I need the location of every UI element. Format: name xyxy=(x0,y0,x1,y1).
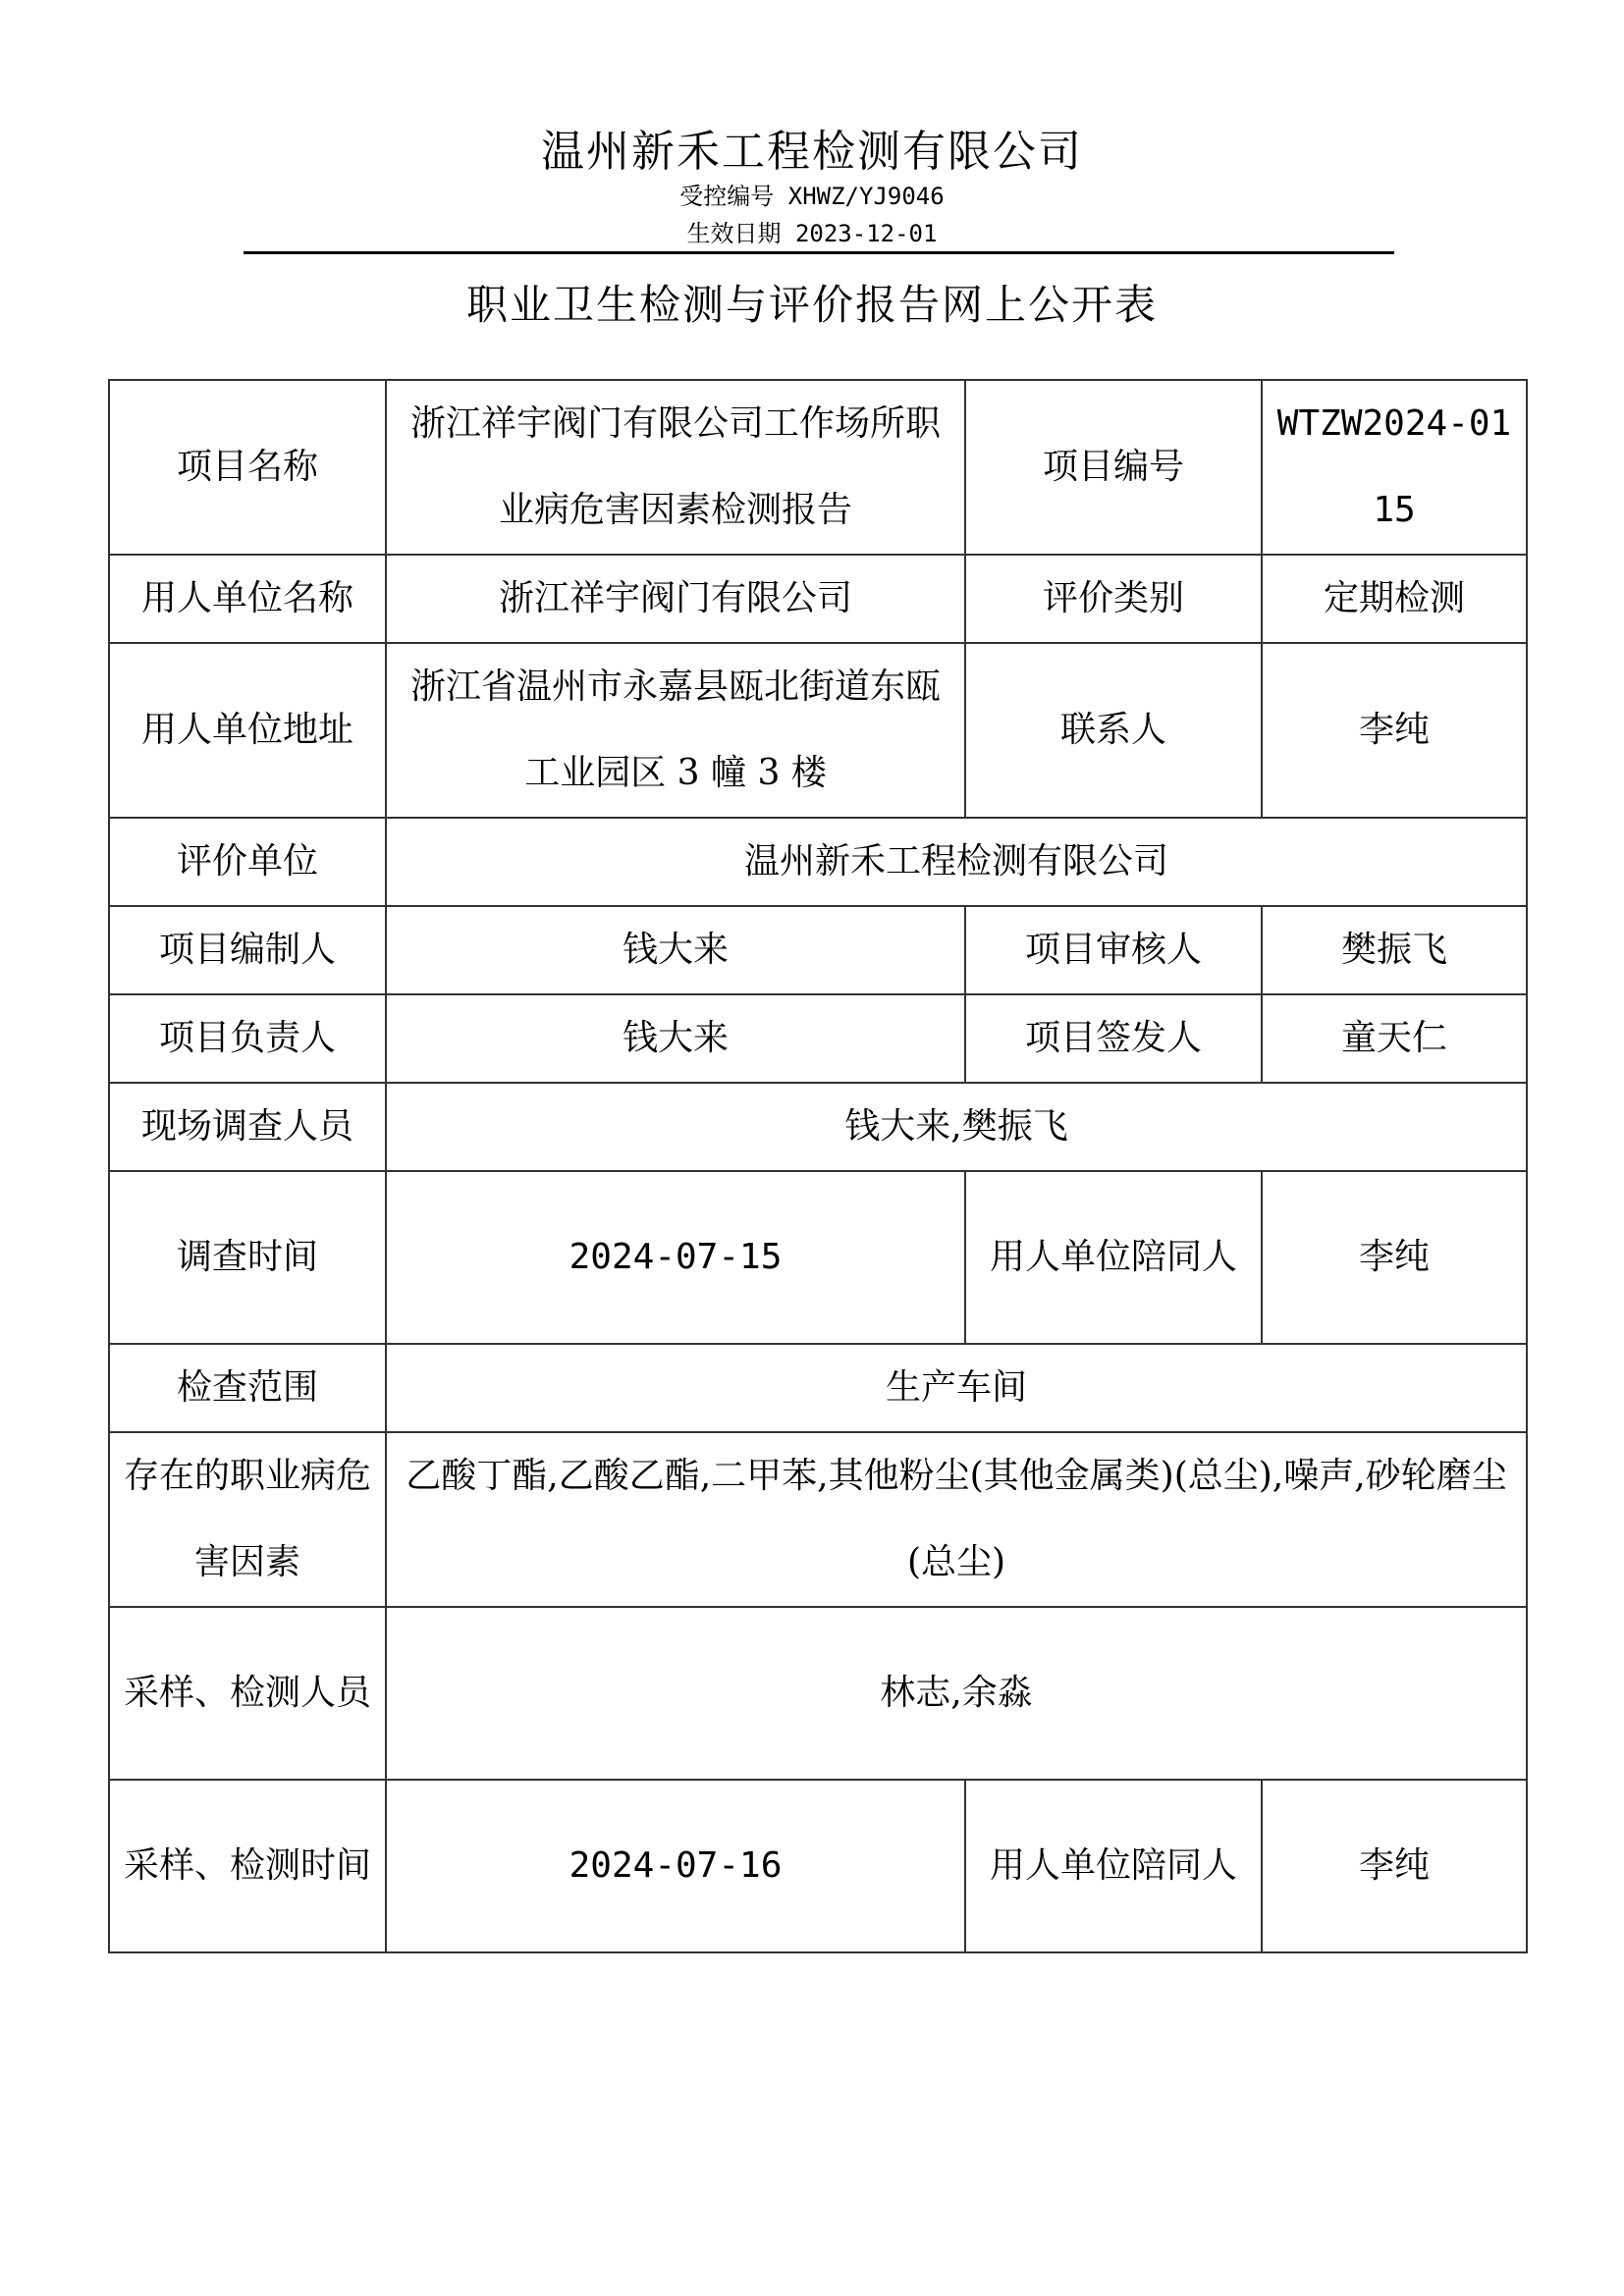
samplers-label: 采样、检测人员 xyxy=(109,1607,386,1780)
table-row xyxy=(109,818,1527,906)
sampling-time-value: 2024-07-16 xyxy=(386,1780,965,1952)
employer-name-value: 浙江祥宇阀门有限公司 xyxy=(386,555,965,643)
surveyors-label: 现场调查人员 xyxy=(109,1083,386,1171)
employer-address-label: 用人单位地址 xyxy=(109,643,386,818)
disclosure-table xyxy=(108,379,1528,1953)
employer-address-value: 浙江省温州市永嘉县瓯北街道东瓯工业园区 3 幢 3 楼 xyxy=(386,643,965,818)
table-row xyxy=(109,380,1527,555)
compiler-value: 钱大来 xyxy=(386,906,965,994)
reviewer-value: 樊振飞 xyxy=(1262,906,1527,994)
control-number: 受控编号 XHWZ/YJ9046 xyxy=(679,183,945,210)
project-no-value: WTZW2024-0115 xyxy=(1262,380,1527,555)
employer-name-label: 用人单位名称 xyxy=(109,555,386,643)
table-row xyxy=(109,1432,1527,1607)
leader-value: 钱大来 xyxy=(386,994,965,1083)
surveyors-value: 钱大来,樊振飞 xyxy=(386,1083,1527,1171)
table-row xyxy=(109,1171,1527,1344)
hazards-label: 存在的职业病危害因素 xyxy=(109,1432,386,1607)
project-name-label: 项目名称 xyxy=(109,380,386,555)
survey-time-value: 2024-07-15 xyxy=(386,1171,965,1344)
issuer-label: 项目签发人 xyxy=(965,994,1262,1083)
table-row xyxy=(109,555,1527,643)
contact-value: 李纯 xyxy=(1262,643,1527,818)
eval-type-value: 定期检测 xyxy=(1262,555,1527,643)
effective-date: 生效日期 2023-12-01 xyxy=(686,220,938,247)
scope-value: 生产车间 xyxy=(386,1344,1527,1432)
table-row xyxy=(109,1083,1527,1171)
escort-value: 李纯 xyxy=(1262,1780,1527,1952)
survey-time-label: 调查时间 xyxy=(109,1171,386,1344)
hazards-value: 乙酸丁酯,乙酸乙酯,二甲苯,其他粉尘(其他金属类)(总尘),噪声,砂轮磨尘(总尘) xyxy=(386,1432,1527,1607)
eval-type-label: 评价类别 xyxy=(965,555,1262,643)
compiler-label: 项目编制人 xyxy=(109,906,386,994)
sampling-time-label: 采样、检测时间 xyxy=(109,1780,386,1952)
header-divider xyxy=(244,251,1394,254)
escort-label: 用人单位陪同人 xyxy=(965,1171,1262,1344)
eval-unit-value: 温州新禾工程检测有限公司 xyxy=(386,818,1527,906)
table-row xyxy=(109,1780,1527,1952)
table-row xyxy=(109,643,1527,818)
reviewer-label: 项目审核人 xyxy=(965,906,1262,994)
escort-label: 用人单位陪同人 xyxy=(965,1780,1262,1952)
table-row xyxy=(109,906,1527,994)
contact-label: 联系人 xyxy=(965,643,1262,818)
project-no-label: 项目编号 xyxy=(965,380,1262,555)
table-row xyxy=(109,1344,1527,1432)
table-row xyxy=(109,994,1527,1083)
issuer-value: 童天仁 xyxy=(1262,994,1527,1083)
escort-value: 李纯 xyxy=(1262,1171,1527,1344)
project-name-value: 浙江祥宇阀门有限公司工作场所职业病危害因素检测报告 xyxy=(386,380,965,555)
table-row xyxy=(109,1607,1527,1780)
company-name: 温州新禾工程检测有限公司 xyxy=(541,127,1083,177)
samplers-value: 林志,余淼 xyxy=(386,1607,1527,1780)
leader-label: 项目负责人 xyxy=(109,994,386,1083)
eval-unit-label: 评价单位 xyxy=(109,818,386,906)
document-title: 职业卫生检测与评价报告网上公开表 xyxy=(465,281,1158,329)
scope-label: 检查范围 xyxy=(109,1344,386,1432)
